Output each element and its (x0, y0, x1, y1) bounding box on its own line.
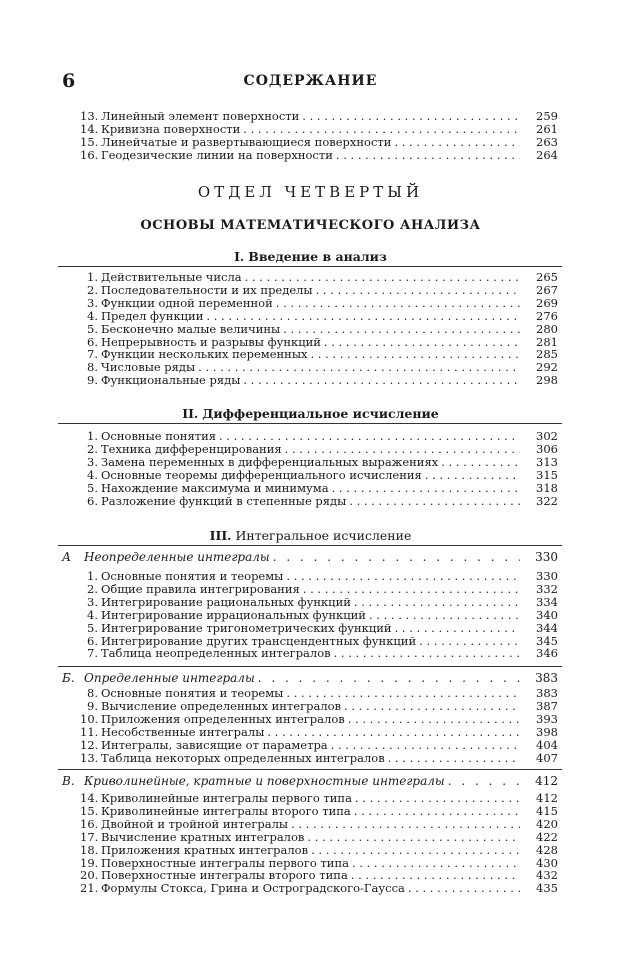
subsection-title: Криволинейные, кратные и поверхностные интегралы (84, 774, 445, 788)
entry-page: 267 (536, 282, 558, 297)
section-title: Интегральное исчисление (235, 528, 412, 543)
section-roman: I. (234, 249, 245, 264)
dot-leader (352, 791, 520, 805)
dot-leader (273, 296, 520, 310)
toc-entry (80, 751, 558, 765)
entry-page: 430 (536, 855, 558, 870)
dot-leader (392, 621, 520, 635)
entry-number: 3. (87, 295, 98, 310)
dot-leader (422, 468, 520, 482)
part-subtitle (0, 218, 621, 233)
entry-title: Техника дифференцирования (101, 441, 282, 456)
entry-page: 412 (536, 791, 558, 805)
toc-entry (80, 322, 558, 336)
section-heading (0, 406, 621, 421)
dot-leader (299, 109, 520, 123)
dot-leader (304, 830, 520, 844)
toc-entry (80, 686, 558, 700)
toc-entry (80, 481, 558, 495)
dot-leader (405, 881, 520, 895)
entry-page: 383 (536, 686, 558, 700)
entry-number: 2. (87, 581, 98, 596)
dot-leader (349, 856, 520, 870)
entry-number: 13. (80, 750, 99, 765)
dot-leader (264, 725, 520, 739)
dot-leader (283, 686, 520, 700)
entry-title: Основные понятия и теоремы (101, 686, 284, 700)
entry-page: 393 (536, 711, 558, 726)
dot-leader (288, 817, 520, 831)
dot-leader (351, 804, 520, 818)
dot-leader (391, 135, 520, 149)
entry-page: 398 (536, 724, 558, 739)
subsection-heading (62, 550, 558, 564)
dot-leader (333, 148, 520, 162)
entry-number: 7. (87, 646, 98, 661)
toc-entry (80, 856, 558, 870)
entry-page: 313 (536, 454, 558, 469)
section-rule (58, 266, 562, 267)
entry-title: Вычисление кратных интегралов (101, 829, 305, 844)
entry-number: 6. (87, 334, 98, 349)
dot-leader (195, 360, 520, 374)
entry-title: Разложение функций в степенные ряды (101, 493, 347, 508)
entry-page: 344 (536, 620, 558, 635)
toc-entry (80, 135, 558, 149)
entry-title: Нахождение максимума и минимума (101, 480, 329, 495)
entry-page: 285 (536, 347, 558, 362)
entry-title: Интегрирование рациональных функций (101, 594, 351, 609)
part-subtitle-text: ОСНОВЫ МАТЕМАТИЧЕСКОГО АНАЛИЗА (140, 218, 481, 233)
dot-leader (283, 569, 520, 583)
entry-number: 4. (87, 607, 98, 622)
entry-page: 422 (536, 829, 558, 844)
toc-entry (80, 595, 558, 609)
entry-number: 17. (80, 829, 99, 844)
dot-leader (216, 429, 520, 443)
toc-entry (80, 791, 558, 805)
dot-leader (438, 455, 520, 469)
dot-leader (280, 322, 520, 336)
toc-entry (80, 868, 558, 882)
entry-page: 387 (536, 698, 558, 713)
entry-title: Приложения определенных интегралов (101, 711, 345, 726)
toc-entry (80, 608, 558, 622)
entry-number: 16. (80, 816, 99, 831)
toc-entry (80, 373, 558, 387)
dot-leader (282, 442, 520, 456)
dot-leader (331, 646, 520, 660)
entry-title: Линейчатые и развертывающиеся поверхности (101, 134, 392, 149)
entry-title: Вычисление определенных интегралов (101, 698, 342, 713)
subsection-page: 412 (535, 774, 558, 788)
toc-entry (80, 804, 558, 818)
dot-leader (445, 774, 520, 788)
dot-leader (300, 582, 520, 596)
entry-number: 21. (80, 881, 99, 896)
entry-number: 8. (87, 360, 98, 375)
entry-page: 346 (536, 646, 558, 661)
toc-entry (80, 646, 558, 660)
entry-page: 334 (536, 594, 558, 609)
subsection-heading (62, 671, 558, 685)
entry-number: 11. (80, 724, 99, 739)
entry-title: Интегрирование иррациональных функций (101, 607, 366, 622)
entry-page: 420 (536, 816, 558, 831)
entry-title: Двойной и тройной интегралы (101, 816, 289, 831)
toc-entry (80, 309, 558, 323)
entry-number: 5. (87, 321, 98, 336)
entry-page: 345 (536, 633, 558, 648)
entry-number: 15. (80, 134, 99, 149)
entry-number: 19. (80, 855, 99, 870)
entry-title: Числовые ряды (101, 360, 196, 375)
entry-number: 10. (80, 711, 99, 726)
part-title (0, 183, 621, 201)
entry-title: Основные понятия (101, 429, 216, 443)
entry-page: 340 (536, 607, 558, 622)
toc-entry (80, 843, 558, 857)
entry-page: 330 (536, 569, 558, 583)
subsection-letter: В. (62, 774, 75, 788)
entry-number: 15. (80, 803, 99, 818)
entry-page: 264 (536, 147, 558, 162)
toc-entry (80, 455, 558, 469)
entry-title: Формулы Стокса, Грина и Остроградского-Гаусса (101, 881, 405, 896)
entry-title: Функции одной переменной (101, 295, 273, 310)
entry-number: 5. (87, 480, 98, 495)
entry-page: 428 (536, 842, 558, 857)
entry-number: 2. (87, 441, 98, 456)
entry-page: 259 (536, 109, 558, 123)
dot-leader (321, 335, 520, 349)
section-roman: II. (182, 406, 199, 421)
entry-page: 435 (536, 881, 558, 896)
section-rule (58, 423, 562, 424)
entry-title: Интегралы, зависящие от параметра (101, 737, 328, 752)
entry-number: 13. (80, 109, 99, 123)
running-title: СОДЕРЖАНИЕ (243, 73, 378, 89)
toc-entry (80, 494, 558, 508)
section-rule (58, 769, 562, 770)
toc-entry (80, 109, 558, 123)
entry-page: 318 (536, 480, 558, 495)
entry-title: Приложения кратных интегралов (101, 842, 309, 857)
entry-title: Поверхностные интегралы первого типа (101, 855, 349, 870)
dot-leader (328, 738, 520, 752)
subsection-heading (62, 774, 558, 788)
dot-leader (346, 494, 520, 508)
entry-number: 8. (87, 686, 98, 700)
entry-page: 407 (536, 750, 558, 765)
dot-leader (329, 481, 520, 495)
toc-entry (80, 738, 558, 752)
toc-entry (80, 360, 558, 374)
entry-page: 292 (536, 360, 558, 375)
entry-number: 20. (80, 868, 99, 883)
entry-title: Замена переменных в дифференциальных выражениях (101, 454, 439, 469)
dot-leader (203, 309, 520, 323)
entry-number: 18. (80, 842, 99, 857)
entry-number: 14. (80, 121, 99, 136)
dot-leader (255, 671, 520, 685)
entry-number: 1. (87, 569, 98, 583)
dot-leader (240, 373, 520, 387)
section-heading (0, 249, 621, 264)
entry-title: Геодезические линии на поверхности (101, 147, 333, 162)
toc-entry (80, 712, 558, 726)
entry-page: 276 (536, 308, 558, 323)
subsection-letter: Б. (62, 671, 75, 685)
entry-page: 298 (536, 373, 558, 388)
dot-leader (348, 868, 520, 882)
dot-leader (270, 550, 520, 564)
entry-page: 281 (536, 334, 558, 349)
toc-entry (80, 830, 558, 844)
toc-entry (80, 296, 558, 310)
entry-title: Бесконечно малые величины (101, 321, 281, 336)
toc-entry (80, 283, 558, 297)
toc-entry (80, 335, 558, 349)
toc-entry (80, 347, 558, 361)
dot-leader (240, 122, 520, 136)
entry-title: Действительные числа (101, 270, 242, 284)
dot-leader (313, 283, 520, 297)
entry-page: 432 (536, 868, 558, 883)
entry-title: Криволинейные интегралы первого типа (101, 791, 352, 805)
entry-number: 4. (87, 308, 98, 323)
entry-title: Поверхностные интегралы второго типа (101, 868, 348, 883)
entry-title: Функции нескольких переменных (101, 347, 308, 362)
entry-page: 263 (536, 134, 558, 149)
toc-entry (80, 442, 558, 456)
dot-leader (242, 270, 520, 284)
entry-title: Интегрирование других трансцендентных функций (101, 633, 417, 648)
entry-title: Криволинейные интегралы второго типа (101, 803, 351, 818)
entry-title: Таблица некоторых определенных интегралов (101, 750, 385, 765)
entry-number: 4. (87, 467, 98, 482)
section-rule (58, 666, 562, 667)
toc-entry (80, 569, 558, 583)
section-title: Дифференциальное исчисление (202, 406, 439, 421)
entry-page: 415 (536, 803, 558, 818)
entry-title: Кривизна поверхности (101, 121, 241, 136)
entry-number: 1. (87, 270, 98, 284)
section-title: Введение в анализ (248, 249, 387, 264)
subsection-title: Неопределенные интегралы (84, 550, 270, 564)
toc-entry (80, 634, 558, 648)
entry-title: Линейный элемент поверхности (101, 109, 300, 123)
entry-title: Функциональные ряды (101, 373, 241, 388)
subsection-letter: А (62, 550, 72, 564)
entry-number: 14. (80, 791, 99, 805)
entry-page: 332 (536, 581, 558, 596)
entry-title: Последовательности и их пределы (101, 282, 313, 297)
entry-title: Таблица неопределенных интегралов (101, 646, 331, 661)
entry-number: 2. (87, 282, 98, 297)
entry-number: 3. (87, 594, 98, 609)
entry-number: 12. (80, 737, 99, 752)
entry-number: 1. (87, 429, 98, 443)
entry-title: Общие правила интегрирования (101, 581, 300, 596)
subsection-page: 383 (535, 671, 558, 685)
entry-number: 7. (87, 347, 98, 362)
dot-leader (307, 347, 520, 361)
entry-page: 269 (536, 295, 558, 310)
entry-page: 404 (536, 737, 558, 752)
entry-title: Основные понятия и теоремы (101, 569, 284, 583)
page-number: 6 (62, 70, 76, 92)
toc-entry (80, 725, 558, 739)
entry-title: Непрерывность и разрывы функций (101, 334, 321, 349)
entry-title: Несобственные интегралы (101, 724, 265, 739)
toc-entry (80, 148, 558, 162)
section-heading (0, 528, 621, 543)
toc-entry (80, 621, 558, 635)
subsection-title: Определенные интегралы (84, 671, 255, 685)
entry-page: 302 (536, 429, 558, 443)
section-rule (58, 545, 562, 546)
entry-page: 315 (536, 467, 558, 482)
dot-leader (385, 751, 520, 765)
entry-number: 16. (80, 147, 99, 162)
toc-entry (80, 122, 558, 136)
entry-title: Основные теоремы дифференциального исчисления (101, 467, 422, 482)
toc-entry (80, 270, 558, 284)
dot-leader (416, 634, 520, 648)
dot-leader (345, 712, 520, 726)
dot-leader (308, 843, 520, 857)
entry-number: 5. (87, 620, 98, 635)
entry-number: 9. (87, 698, 98, 713)
entry-page: 265 (536, 270, 558, 284)
entry-page: 261 (536, 121, 558, 136)
entry-page: 306 (536, 441, 558, 456)
entry-number: 6. (87, 633, 98, 648)
entry-number: 3. (87, 454, 98, 469)
toc-entry (80, 429, 558, 443)
section-roman: III. (209, 528, 232, 543)
entry-page: 280 (536, 321, 558, 336)
entry-title: Интегрирование тригонометрических функций (101, 620, 392, 635)
subsection-page: 330 (535, 550, 558, 564)
entry-number: 6. (87, 493, 98, 508)
entry-number: 9. (87, 373, 98, 388)
toc-entry (80, 817, 558, 831)
entry-page: 322 (536, 493, 558, 508)
dot-leader (341, 699, 520, 713)
toc-entry (80, 699, 558, 713)
toc-entry (80, 881, 558, 895)
entry-title: Предел функции (101, 308, 204, 323)
part-title-text: ОТДЕЛ ЧЕТВЕРТЫЙ (197, 183, 424, 201)
dot-leader (351, 595, 520, 609)
toc-entry (80, 582, 558, 596)
toc-entry (80, 468, 558, 482)
dot-leader (366, 608, 520, 622)
